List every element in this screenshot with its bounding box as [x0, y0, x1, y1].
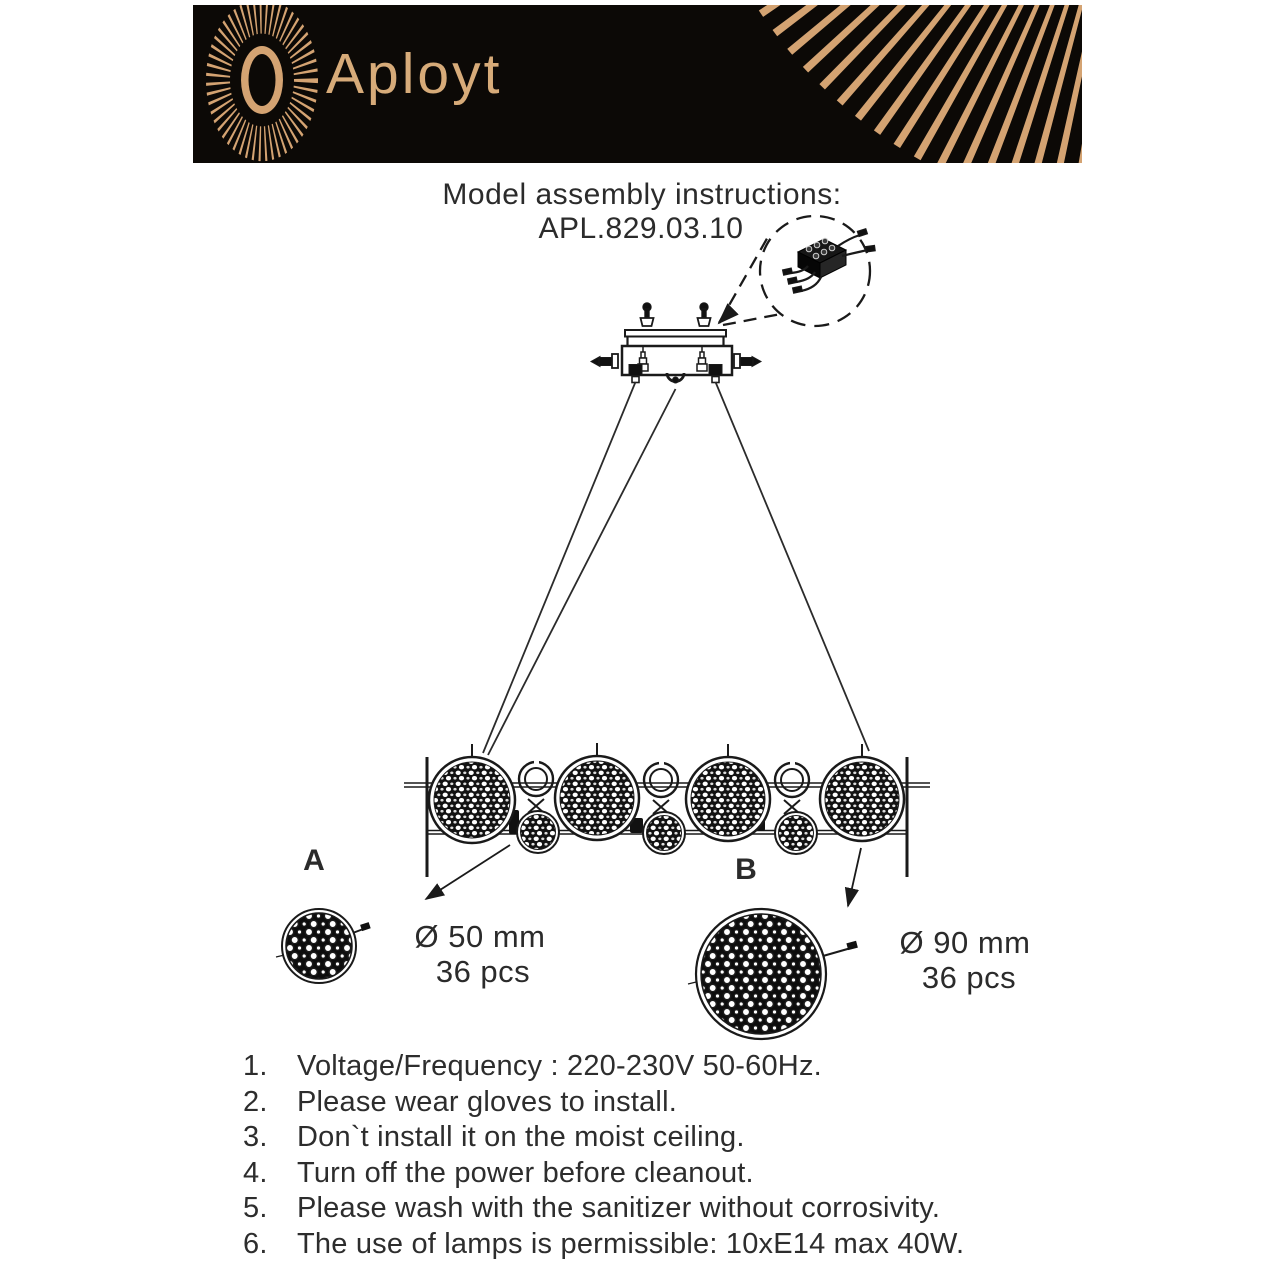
instruction-item: [243, 1085, 1103, 1121]
terminal-block-icon: [782, 229, 875, 294]
instruction-text: Don`t install it on the moist ceiling.: [297, 1121, 745, 1154]
brand-name: Aployt: [326, 42, 503, 106]
suspension-cables: [483, 382, 869, 755]
instruction-item: [243, 1049, 1103, 1085]
ceiling-mount-drawing: [591, 303, 761, 383]
part-b-diameter: Ø 90 mm: [899, 925, 1031, 960]
instruction-item: [243, 1191, 1103, 1227]
chandelier-body-drawing: [404, 743, 930, 877]
instruction-item: [243, 1227, 1103, 1263]
label-a: A: [303, 844, 325, 877]
crystal-ball-detail-b: [688, 909, 858, 1039]
model-number: APL.829.03.10: [538, 212, 744, 245]
crystal-ball-detail-a: [276, 909, 371, 983]
mount-screw-icon: [641, 303, 711, 326]
instruction-item: [243, 1156, 1103, 1192]
instruction-number: 6.: [243, 1227, 268, 1260]
instructions-list: [243, 1049, 1103, 1263]
instruction-number: 3.: [243, 1121, 268, 1154]
instruction-number: 4.: [243, 1156, 268, 1189]
instruction-text: Please wear gloves to install.: [297, 1085, 677, 1118]
instruction-text: Turn off the power before cleanout.: [297, 1156, 754, 1189]
instruction-text: The use of lamps is permissible: 10xE14 max 40W.: [297, 1227, 965, 1260]
page-title: Model assembly instructions:: [442, 178, 842, 211]
instruction-number: 5.: [243, 1192, 268, 1225]
instruction-text: Please wash with the sanitizer without corrosivity.: [297, 1192, 941, 1225]
instruction-text: Voltage/Frequency : 220-230V 50-60Hz.: [297, 1050, 822, 1082]
part-a-quantity: 36 pcs: [435, 954, 531, 989]
part-b-quantity: 36 pcs: [921, 960, 1017, 995]
instruction-number: 1.: [243, 1050, 268, 1082]
instruction-number: 2.: [243, 1085, 268, 1118]
part-a-diameter: Ø 50 mm: [414, 919, 546, 954]
instruction-item: [243, 1120, 1103, 1156]
label-b: B: [735, 853, 757, 886]
